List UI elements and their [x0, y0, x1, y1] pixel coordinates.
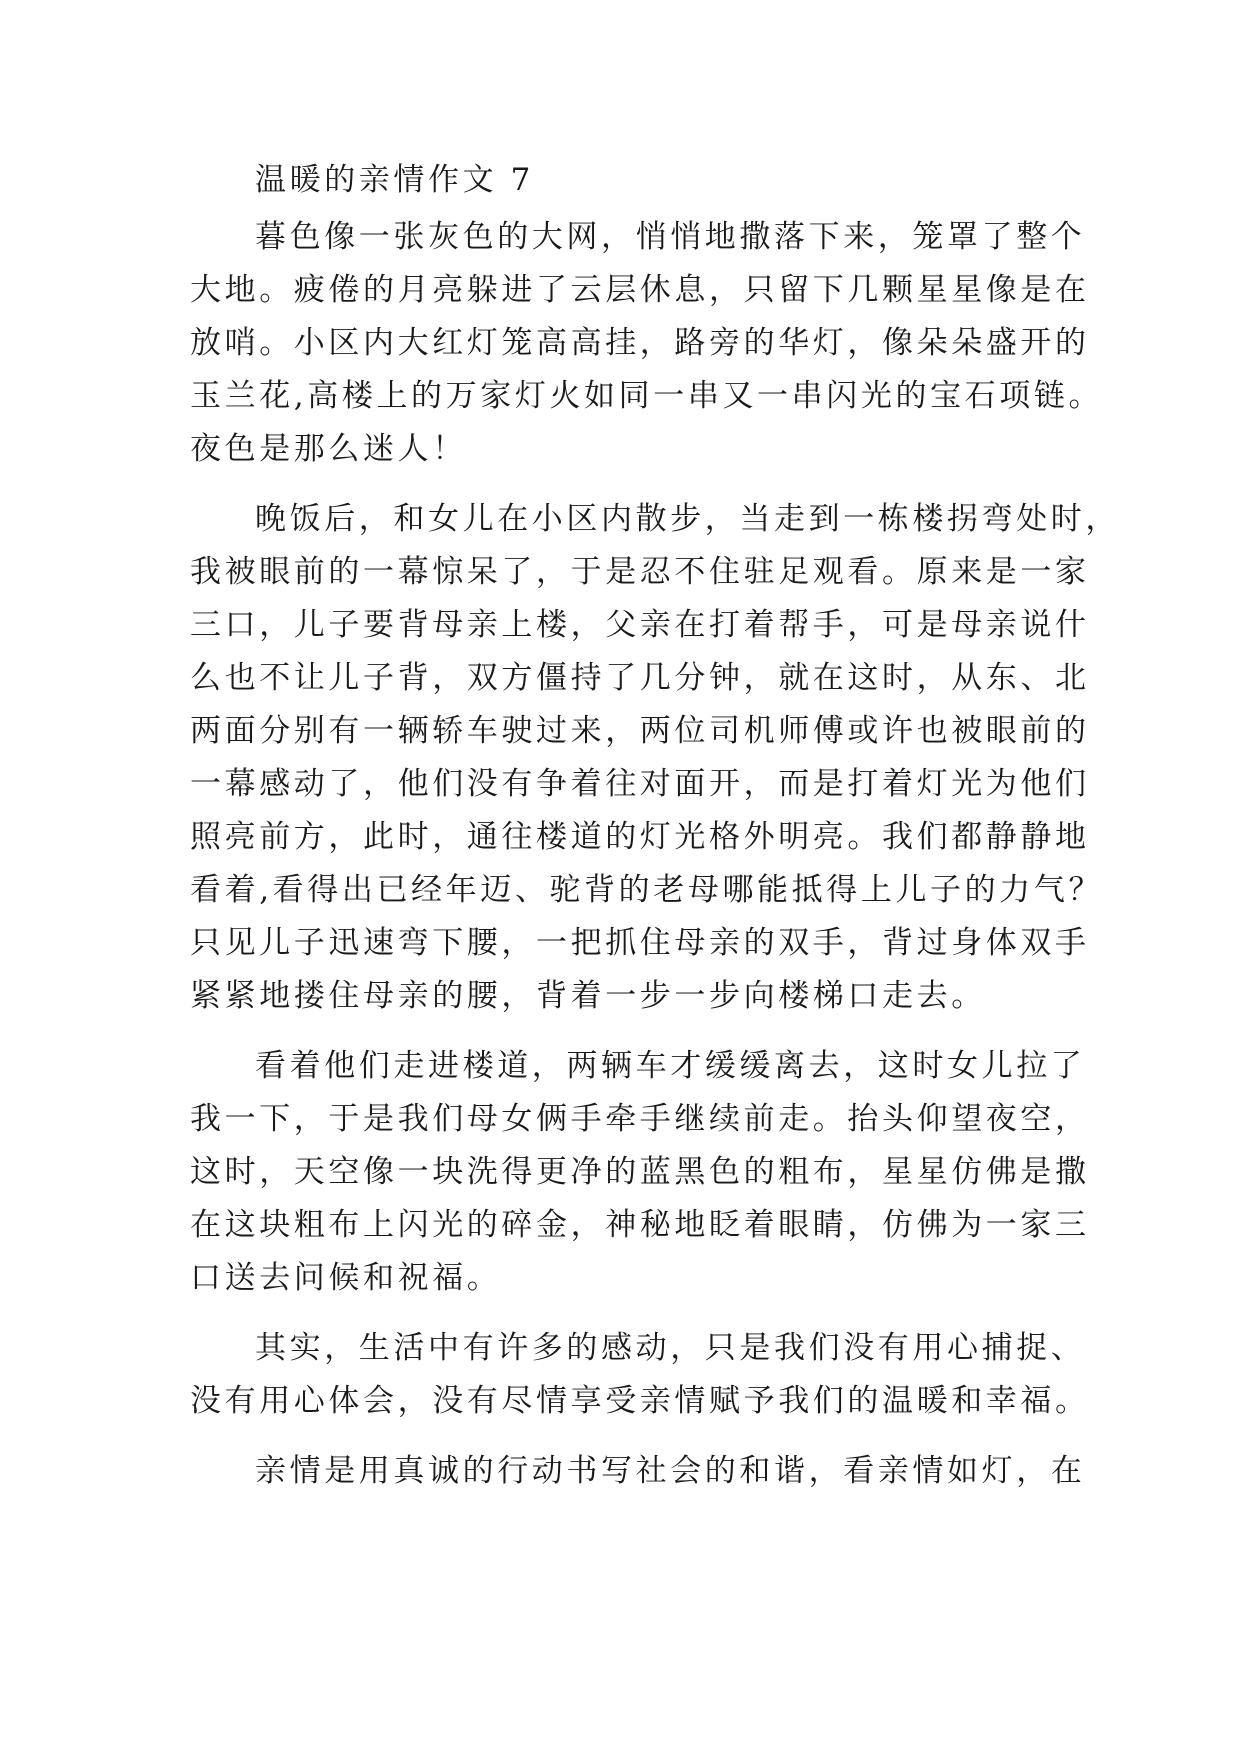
document-title: 温暖的亲情作文 7 [255, 162, 534, 198]
paragraph-3-line-2: 我一下，于是我们母女俩手牵手继续前走。抬头仰望夜空， [190, 1101, 1090, 1137]
paragraph-2-line-4: 么也不让儿子背，双方僵持了几分钟，就在这时，从东、北 [190, 660, 1090, 696]
paragraph-2-line-8: 看着,看得出已经年迈、驼背的老母哪能抵得上儿子的力气？ [190, 872, 1104, 908]
paragraph-4-line-1: 其实，生活中有许多的感动，只是我们没有用心捕捉、 [255, 1330, 1086, 1366]
paragraph-2-line-5: 两面分别有一辆轿车驶过来，两位司机师傅或许也被眼前的 [190, 713, 1090, 749]
paragraph-1-line-5: 夜色是那么迷人！ [190, 431, 467, 467]
paragraph-3-line-3: 这时，天空像一块洗得更净的蓝黑色的粗布，星星仿佛是撒 [190, 1154, 1090, 1190]
paragraph-5-line-1: 亲情是用真诚的行动书写社会的和谐，看亲情如灯，在 [255, 1453, 1086, 1489]
paragraph-4-line-2: 没有用心体会，没有尽情享受亲情赋予我们的温暖和幸福。 [190, 1383, 1090, 1419]
paragraph-2-line-7: 照亮前方，此时，通往楼道的灯光格外明亮。我们都静静地 [190, 819, 1090, 855]
paragraph-2-line-9: 只见儿子迅速弯下腰，一把抓住母亲的双手，背过身体双手 [190, 925, 1090, 961]
paragraph-2-line-1: 晚饭后，和女儿在小区内散步，当走到一栋楼拐弯处时， [255, 501, 1120, 537]
paragraph-1-line-1: 暮色像一张灰色的大网，悄悄地撒落下来，笼罩了整个 [255, 219, 1086, 255]
paragraph-1-line-3: 放哨。小区内大红灯笼高高挂，路旁的华灯，像朵朵盛开的 [190, 325, 1090, 361]
paragraph-2-line-2: 我被眼前的一幕惊呆了，于是忍不住驻足观看。原来是一家 [190, 554, 1090, 590]
paragraph-3-line-4: 在这块粗布上闪光的碎金，神秘地眨着眼睛，仿佛为一家三 [190, 1207, 1090, 1243]
paragraph-3-line-1: 看着他们走进楼道，两辆车才缓缓离去，这时女儿拉了 [255, 1048, 1086, 1084]
paragraph-2-line-3: 三口，儿子要背母亲上楼，父亲在打着帮手，可是母亲说什 [190, 607, 1090, 643]
paragraph-2-line-10: 紧紧地搂住母亲的腰，背着一步一步向楼梯口走去。 [190, 978, 986, 1014]
paragraph-3-line-5: 口送去问候和祝福。 [190, 1260, 502, 1296]
paragraph-1-line-4: 玉兰花,高楼上的万家灯火如同一串又一串闪光的宝石项链。 [190, 378, 1104, 414]
paragraph-1-line-2: 大地。疲倦的月亮躲进了云层休息，只留下几颗星星像是在 [190, 272, 1090, 308]
paragraph-2-line-6: 一幕感动了，他们没有争着往对面开，而是打着灯光为他们 [190, 766, 1090, 802]
